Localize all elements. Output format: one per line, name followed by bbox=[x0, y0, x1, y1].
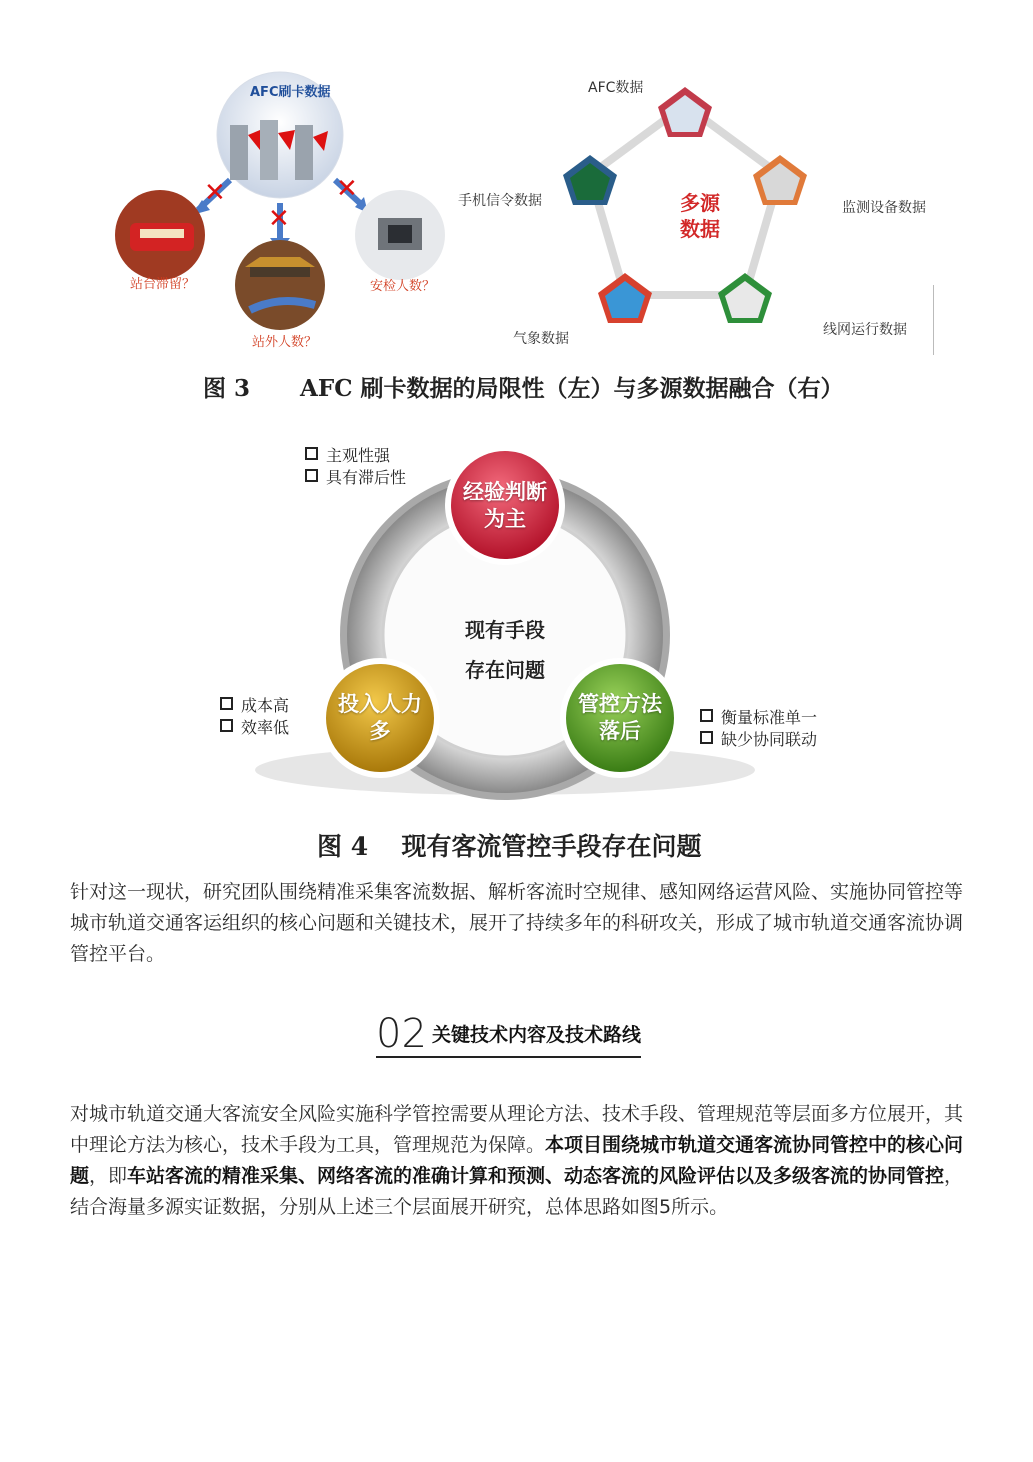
fig4-center-label bbox=[445, 610, 565, 690]
bullet-item: 缺少协同联动 bbox=[700, 729, 817, 751]
fig4-center-line-2: 存在问题 bbox=[465, 658, 545, 682]
bullet-item: 具有滞后性 bbox=[305, 467, 406, 489]
figure-divider bbox=[933, 285, 934, 355]
svg-text:✕: ✕ bbox=[204, 178, 226, 208]
top-circle-label bbox=[455, 479, 555, 533]
para2-bold-2: 车站客流的精准采集、网络客流的准确计算和预测、动态客流的风险评估以及多级客流的协同管控 bbox=[127, 1165, 945, 1187]
fig4-center-line-1: 现有手段 bbox=[465, 618, 545, 642]
section-number: 02 bbox=[376, 1011, 427, 1057]
afc-source-label: AFC数据 bbox=[588, 80, 644, 96]
svg-text:✕: ✕ bbox=[268, 204, 290, 234]
monitor-source-label: 监测设备数据 bbox=[842, 200, 926, 216]
security-question-label: 安检人数？ bbox=[370, 279, 436, 294]
figure-4-title: 现有客流管控手段存在问题 bbox=[401, 832, 702, 861]
top-label-line-2: 为主 bbox=[484, 507, 526, 531]
outside-question-label: 站外人数？ bbox=[252, 335, 318, 350]
arrow-to-security bbox=[335, 174, 368, 213]
figure-4 bbox=[200, 425, 860, 865]
right-label-line-2: 落后 bbox=[599, 719, 641, 743]
right-circle-label bbox=[570, 691, 670, 745]
section-heading bbox=[376, 1012, 641, 1058]
bullet-item: 衡量标准单一 bbox=[700, 707, 817, 729]
figure-3 bbox=[100, 55, 940, 415]
para2-part3: ，即 bbox=[89, 1165, 128, 1187]
phone-source-label: 手机信令数据 bbox=[458, 193, 542, 209]
paragraph-2 bbox=[70, 1099, 970, 1223]
top-bullets bbox=[305, 445, 406, 489]
platform-question-label: 站台滞留？ bbox=[130, 277, 196, 292]
afc-limitation-diagram bbox=[100, 55, 460, 355]
left-label-line-1: 投入人力 bbox=[338, 692, 422, 716]
para2-bold-1: 本项目围绕城市轨道交通客流协同管控中的核心问题 bbox=[70, 1134, 964, 1187]
para2-part1: 对城市轨道交通大客流安全风险实施科学管控需要从理论方法、技术手段、管理规范等层面多方位展开，其中理论方法为核心，技术手段为工具，管理规范为保障。 bbox=[70, 1103, 964, 1156]
figure-3-caption bbox=[203, 370, 844, 403]
bullet-item: 主观性强 bbox=[305, 445, 406, 467]
left-circle-label bbox=[330, 691, 430, 745]
right-bullets bbox=[700, 707, 817, 751]
section-title: 关键技术内容及技术路线 bbox=[432, 1024, 642, 1046]
line-ops-source-label: 线网运行数据 bbox=[823, 322, 907, 338]
para2-part5: ，结合海量多源实证数据，分别从上述三个层面展开研究，总体思路如图5所示。 bbox=[70, 1165, 964, 1218]
line-ops-node-icon bbox=[718, 273, 772, 323]
svg-text:✕: ✕ bbox=[336, 174, 358, 204]
figure-3-title: AFC 刷卡数据的局限性（左）与多源数据融合（右） bbox=[300, 375, 844, 402]
figure-4-number: 图 4 bbox=[317, 832, 369, 861]
arrow-to-platform bbox=[192, 178, 230, 215]
right-label-line-1: 管控方法 bbox=[578, 692, 662, 716]
weather-node-icon bbox=[598, 273, 652, 323]
afc-data-label: AFC刷卡数据 bbox=[250, 85, 331, 100]
weather-source-label: 气象数据 bbox=[513, 331, 569, 347]
center-line-2: 数据 bbox=[680, 217, 720, 241]
multi-source-center-label bbox=[670, 190, 730, 242]
paragraph-1: 针对这一现状，研究团队围绕精准采集客流数据、解析客流时空规律、感知网络运营风险、实施协同管控等城市轨道交通客运组织的核心问题和关键技术，展开了持续多年的科研攻关，形成了城市轨道交通客流协调管控平台。 bbox=[70, 881, 964, 965]
left-bullets bbox=[220, 695, 289, 739]
bullet-item: 效率低 bbox=[220, 717, 289, 739]
outside-station-image bbox=[235, 240, 325, 330]
top-label-line-1: 经验判断 bbox=[463, 480, 547, 504]
afc-node-icon bbox=[658, 87, 712, 137]
figure-3-number: 图 3 bbox=[203, 375, 251, 402]
bullet-item: 成本高 bbox=[220, 695, 289, 717]
left-label-line-2: 多 bbox=[369, 719, 391, 743]
figure-4-caption bbox=[317, 827, 702, 863]
center-line-1: 多源 bbox=[680, 191, 720, 215]
